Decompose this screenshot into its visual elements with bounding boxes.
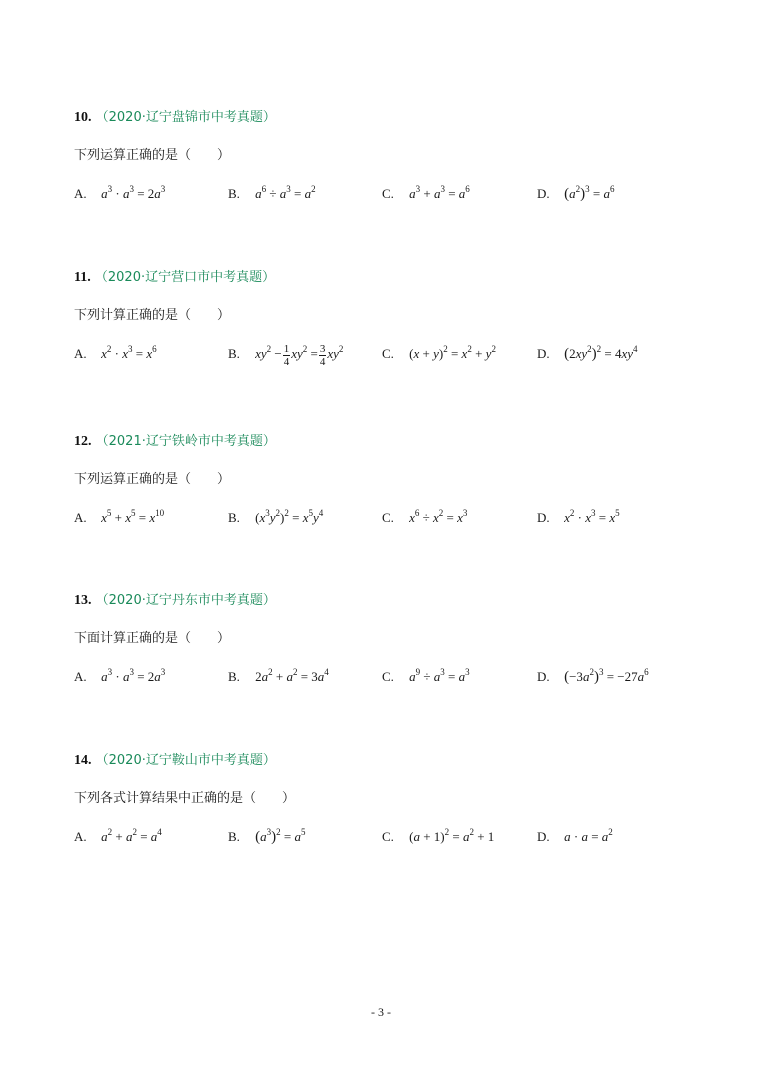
option-b (228, 823, 305, 849)
question-header (74, 432, 714, 452)
option-formula: $a^6 \div a^3 = a^2$ (255, 184, 316, 201)
option-formula: $x^2 \cdot x^3 = x^6$ (101, 344, 157, 361)
question-11 (74, 268, 714, 368)
option-formula: $(a^3)^2 = a^5$ (255, 827, 306, 845)
option-formula: $x^6 \div x^2 = x^3$ (409, 508, 468, 525)
options-row (74, 180, 714, 206)
option-formula: $(x^3y^2)^2 = x^5y^4$ (255, 508, 324, 525)
option-label: B. (228, 346, 240, 361)
option-label: C. (382, 346, 394, 361)
option-label: D. (537, 346, 550, 361)
option-d (537, 663, 649, 689)
option-b (228, 340, 343, 366)
question-number: 11. (74, 270, 91, 285)
option-d (537, 823, 613, 849)
question-stem: 下列运算正确的是（ ） (74, 472, 231, 487)
option-formula: $a^3 + a^3 = a^6$ (409, 184, 470, 201)
option-formula: $x^2 \cdot x^3 = x^5$ (564, 508, 620, 525)
option-formula: $xy^2$ − $\frac{1}{4}$ $xy^2$ = $\frac{3}{4}$ $xy^2$ (255, 342, 344, 368)
option-b (228, 180, 316, 206)
question-header (74, 751, 714, 771)
option-a (74, 823, 162, 849)
option-formula: $(2xy^2)^2 = 4xy^4$ (564, 344, 638, 362)
question-stem: 下面计算正确的是（ ） (74, 631, 231, 646)
option-a (74, 340, 157, 366)
option-d (537, 340, 638, 366)
option-label: A. (74, 669, 87, 684)
question-header (74, 591, 714, 611)
question-10 (74, 108, 714, 202)
options-row (74, 340, 714, 366)
option-label: C. (382, 186, 394, 201)
option-d (537, 504, 620, 530)
option-label: A. (74, 510, 87, 525)
options-row (74, 504, 714, 530)
option-label: B. (228, 829, 240, 844)
option-formula: $a^9 \div a^3 = a^3$ (409, 667, 470, 684)
option-c (382, 504, 467, 530)
question-source: （2020·辽宁鞍山市中考真题） (95, 753, 276, 768)
option-formula: $x^5 + x^5 = x^{10}$ (101, 508, 165, 525)
option-a (74, 180, 165, 206)
question-stem: 下列各式计算结果中正确的是（ ） (74, 791, 296, 806)
option-formula: $(a^2)^3 = a^6$ (564, 184, 615, 202)
option-formula: $a^3 \cdot a^3 = 2a^3$ (101, 667, 166, 684)
options-row (74, 663, 714, 689)
option-label: A. (74, 186, 87, 201)
question-13 (74, 591, 714, 685)
question-number: 12. (74, 434, 92, 449)
option-label: B. (228, 669, 240, 684)
options-row (74, 823, 714, 849)
option-label: D. (537, 510, 550, 525)
option-a (74, 663, 165, 689)
option-c (382, 180, 470, 206)
option-formula: $(x + y)^2 = x^2 + y^2$ (409, 344, 496, 361)
question-number: 13. (74, 593, 92, 608)
question-14 (74, 751, 714, 845)
option-label: A. (74, 829, 87, 844)
option-b (228, 663, 329, 689)
question-source: （2020·辽宁盘锦市中考真题） (95, 110, 276, 125)
option-a (74, 504, 164, 530)
page-number: - 3 - (371, 1005, 391, 1019)
option-formula: $(a + 1)^2 = a^2 + 1$ (409, 827, 495, 844)
option-label: B. (228, 186, 240, 201)
option-label: C. (382, 510, 394, 525)
option-label: D. (537, 186, 550, 201)
option-label: D. (537, 829, 550, 844)
question-12 (74, 432, 714, 525)
question-stem: 下列计算正确的是（ ） (74, 308, 231, 323)
question-source: （2020·辽宁营口市中考真题） (94, 270, 276, 285)
question-number: 14. (74, 753, 92, 768)
option-formula: $a^2 + a^2 = a^4$ (101, 827, 162, 844)
question-source: （2020·辽宁丹东市中考真题） (95, 593, 276, 608)
question-stem: 下列运算正确的是（ ） (74, 148, 231, 163)
option-label: C. (382, 669, 394, 684)
option-d (537, 180, 614, 206)
option-c (382, 823, 494, 849)
question-header (74, 108, 714, 128)
option-c (382, 340, 496, 366)
option-formula: $a \cdot a = a^2$ (564, 827, 613, 844)
option-c (382, 663, 470, 689)
option-formula: $(-3a^2)^3 = -27a^6$ (564, 667, 649, 685)
option-label: A. (74, 346, 87, 361)
question-header (74, 268, 714, 288)
option-formula: $2a^2 + a^2 = 3a^4$ (255, 667, 329, 684)
option-label: B. (228, 510, 240, 525)
question-number: 10. (74, 110, 92, 125)
option-formula: $a^3 \cdot a^3 = 2a^3$ (101, 184, 166, 201)
question-source: （2021·辽宁铁岭市中考真题） (95, 434, 276, 449)
option-label: C. (382, 829, 394, 844)
option-label: D. (537, 669, 550, 684)
option-b (228, 504, 323, 530)
